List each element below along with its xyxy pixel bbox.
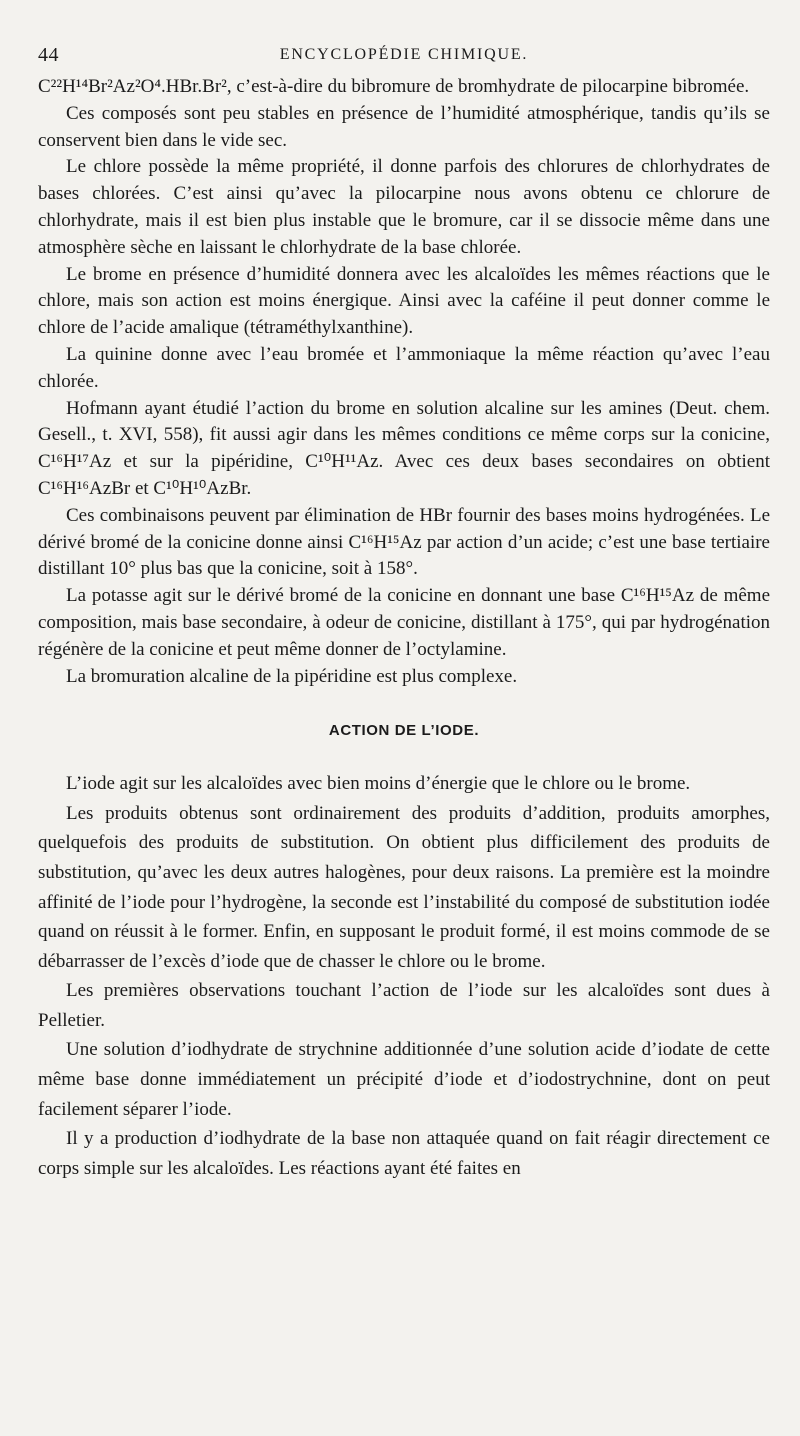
paragraph: Le brome en présence d’humidité donnera avec les alcaloïdes les mêmes réactions que le chlore, mais son action est moins énergique. Ainsi avec la caféine il peut donner comme le chlore de l’acide amalique (tétraméthylxanthine). xyxy=(38,263,770,339)
paragraph: La potasse agit sur le dérivé bromé de la conicine en donnant une base C¹⁶H¹⁵Az de même composition, mais base secondaire, à odeur de conicine, distillant à 175°, qui par hydrogénation régénère de la conicine et peut même donner de l’octylamine. xyxy=(38,585,770,660)
paragraph: Le chlore possède la même propriété, il donne parfois des chlorures de chlorhydrates de bases chlorées. C’est ainsi qu’avec la pilocarpine nous avons obtenu ce chlorure de chlorhydrate, mais il est bien plus instable que le bromure, car il se dissocie même dans une atmosphère sèche en laissant le chlorhydrate de la base chlorée. xyxy=(38,156,770,258)
paragraph: Ces composés sont peu stables en présence de l’humidité atmosphérique, tandis qu’ils se conservent bien dans le vide sec. xyxy=(38,102,770,151)
paragraph: Les produits obtenus sont ordinairement des produits d’addition, produits amorphes, quelquefois des produits de substitution. On obtient plus difficilement des produits de substitution, qu’avec les deux autres halogènes, pour deux raisons. La première est la moindre affinité de l’iode pour l’hydrogène, la seconde est l’instabilité du composé de substitution iodée quand on réussit à le former. Enfin, en supposant le produit formé, il est moins commode de se débarrasser de l’excès d’iode que de chasser le chlore ou le brome. xyxy=(38,802,770,972)
paragraph: Les premières observations touchant l’action de l’iode sur les alcaloïdes sont dues à Pelletier. xyxy=(38,980,770,1031)
section-heading: ACTION DE L’IODE. xyxy=(328,722,480,740)
section-body xyxy=(38,769,770,1183)
page-number: 44 xyxy=(38,44,59,66)
paragraph: Hofmann ayant étudié l’action du brome en solution alcaline sur les amines (Deut. chem. Gesell., t. XVI, 558), fit aussi agir dans les mêmes conditions ce même corps sur la conicine, C¹⁶H¹⁷Az et sur la pipéridine, C¹⁰H¹¹Az. Avec ces deux bases secondaires on obtient C¹⁶H¹⁶AzBr et C¹⁰H¹⁰AzBr. xyxy=(38,397,770,499)
page-header xyxy=(38,44,770,74)
paragraph: Ces combinaisons peuvent par élimination de HBr fournir des bases moins hydrogénées. Le dérivé bromé de la conicine donne ainsi C¹⁶H¹⁵Az par action d’un acide; c’est une base tertiaire distillant 10° plus bas que la conicine, soit à 158°. xyxy=(38,504,770,580)
paragraph: Une solution d’iodhydrate de strychnine additionnée d’une solution acide d’iodate de cette même base donne immédiatement un précipité d’iode et d’iodostrychnine, dont on peut facilement séparer l’iode. xyxy=(38,1039,770,1120)
paragraph: La bromuration alcaline de la pipéridine est plus complexe. xyxy=(66,665,518,687)
running-title: ENCYCLOPÉDIE CHIMIQUE. xyxy=(279,46,529,63)
paragraph: La quinine donne avec l’eau bromée et l’ammoniaque la même réaction qu’avec l’eau chlorée. xyxy=(38,343,770,392)
paragraph: L’iode agit sur les alcaloïdes avec bien moins d’énergie que le chlore ou le brome. xyxy=(66,773,691,795)
body-text xyxy=(38,74,770,1183)
paragraph: C²²H¹⁴Br²Az²O⁴.HBr.Br², c’est-à-dire du bibromure de bromhydrate de pilocarpine bibromée. xyxy=(38,76,750,97)
paragraph: Il y a production d’iodhydrate de la base non attaquée quand on fait réagir directement ce corps simple sur les alcaloïdes. Les réactions ayant été faites en xyxy=(38,1128,770,1179)
